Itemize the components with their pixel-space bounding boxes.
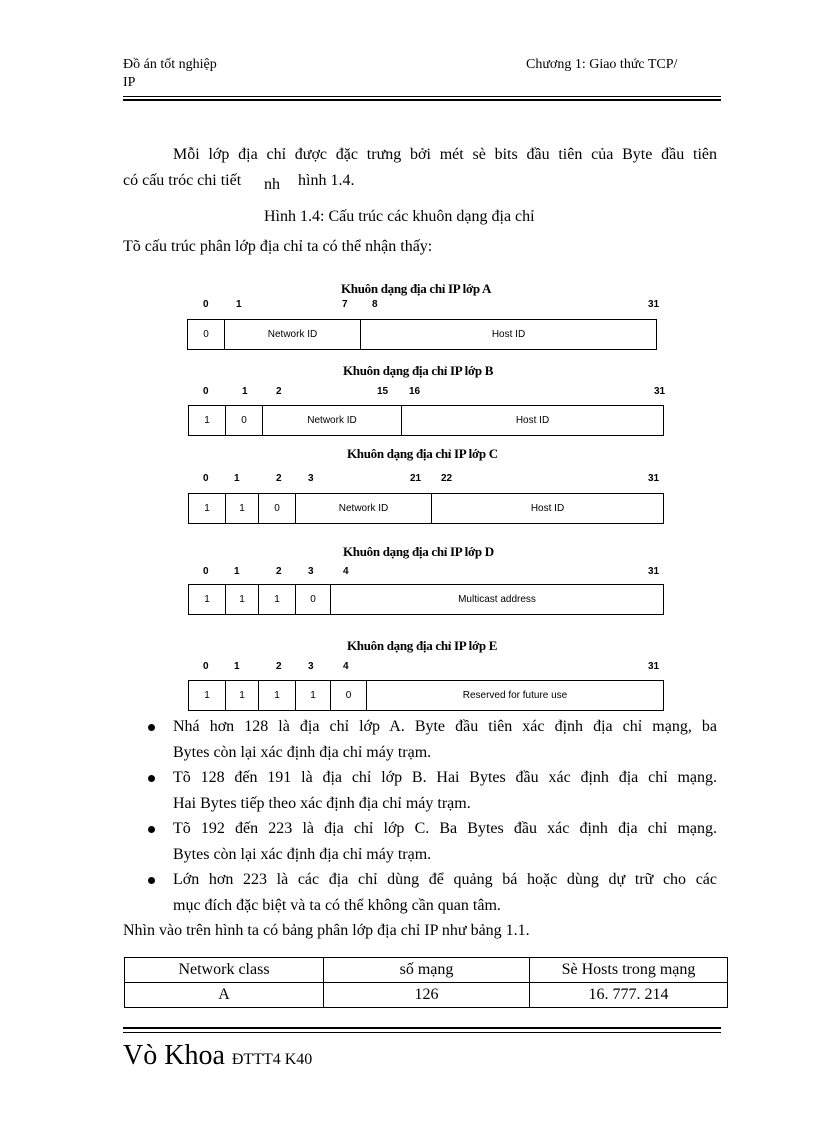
format-b-field: Network ID bbox=[263, 406, 402, 435]
bullet-1-line-1: Nhá hơn 128 là địa chỉ lớp A. Byte đầu tiên xác định địa chỉ mạng, ba bbox=[173, 718, 717, 735]
format-c-bit: 2 bbox=[276, 473, 282, 484]
format-b-bit: 1 bbox=[242, 386, 248, 397]
intro-line-2c: hình 1.4. bbox=[298, 172, 355, 189]
format-c-field: Network ID bbox=[296, 494, 432, 523]
table-header-cell: số mạng bbox=[324, 958, 530, 983]
header-left-line2: IP bbox=[123, 75, 136, 90]
format-a-bit: 7 bbox=[342, 299, 348, 310]
format-d-bit: 2 bbox=[276, 566, 282, 577]
format-a-bit: 31 bbox=[648, 299, 660, 310]
table-cell: A bbox=[125, 983, 324, 1008]
format-b-bit: 16 bbox=[409, 386, 421, 397]
bullet-dot bbox=[148, 775, 155, 782]
format-a-bit: 1 bbox=[236, 299, 242, 310]
format-d-field: 1 bbox=[226, 585, 259, 614]
ip-class-table bbox=[124, 957, 728, 1008]
format-c-bit: 31 bbox=[648, 473, 660, 484]
format-e-field: 1 bbox=[296, 681, 331, 710]
footer-author bbox=[123, 1040, 312, 1072]
format-c-box bbox=[188, 493, 664, 524]
format-c-bit: 22 bbox=[441, 473, 453, 484]
format-e-bit: 3 bbox=[308, 661, 314, 672]
format-a-bit: 0 bbox=[203, 299, 209, 310]
format-e-field: Reserved for future use bbox=[462, 690, 568, 701]
footer-class: ĐTTT4 K40 bbox=[231, 1051, 313, 1068]
format-c-field: 1 bbox=[189, 494, 226, 523]
table-header-cell: Sè Hosts trong mạng bbox=[530, 958, 728, 983]
format-d-field: 1 bbox=[259, 585, 296, 614]
bullet-3-line-2: Bytes còn lại xác định địa chỉ máy trạm. bbox=[173, 846, 432, 863]
format-c-bit: 3 bbox=[308, 473, 314, 484]
format-a-box bbox=[187, 319, 657, 350]
format-e-bit: 2 bbox=[276, 661, 282, 672]
format-c-bit: 1 bbox=[234, 473, 240, 484]
bullet-2-line-1: Tõ 128 đến 191 là địa chỉ lớp B. Hai Bytes đầu xác định địa chỉ mạng. bbox=[173, 769, 717, 786]
format-b-box bbox=[188, 405, 664, 436]
format-b-bit: 2 bbox=[276, 386, 282, 397]
format-d-bit: 1 bbox=[234, 566, 240, 577]
format-b-title: Khuôn dạng địa chỉ IP lớp B bbox=[343, 363, 494, 378]
figure-caption: Hình 1.4: Cấu trúc các khuôn dạng địa chỉ bbox=[264, 208, 535, 225]
intro-line-2b: nh bbox=[264, 176, 280, 193]
format-a-title: Khuôn dạng địa chỉ IP lớp A bbox=[341, 281, 492, 296]
format-a-field: Host ID bbox=[491, 329, 526, 340]
format-d-box bbox=[188, 584, 664, 615]
bullet-dot bbox=[148, 724, 155, 731]
format-b-field: 1 bbox=[189, 406, 226, 435]
format-e-bit: 4 bbox=[343, 661, 349, 672]
format-e-field: 1 bbox=[189, 681, 226, 710]
format-d-field: 1 bbox=[189, 585, 226, 614]
format-e-field: 0 bbox=[331, 681, 367, 710]
footer-rule-bottom bbox=[123, 1032, 721, 1033]
format-e-bit: 0 bbox=[203, 661, 209, 672]
format-b-bit: 15 bbox=[377, 386, 389, 397]
table-cell: 16. 777. 214 bbox=[530, 983, 728, 1008]
format-e-box bbox=[188, 680, 664, 711]
format-b-bit: 0 bbox=[203, 386, 209, 397]
format-e-field: 1 bbox=[226, 681, 259, 710]
header-rule-bottom bbox=[123, 99, 721, 101]
header-right: Chương 1: Giao thức TCP/ bbox=[526, 57, 678, 72]
bullet-4-line-2: mục đích đặc biệt và ta có thể không cần quan tâm. bbox=[173, 897, 501, 914]
format-d-title: Khuôn dạng địa chỉ IP lớp D bbox=[343, 544, 494, 559]
format-d-bit: 3 bbox=[308, 566, 314, 577]
table-cell: 126 bbox=[324, 983, 530, 1008]
bullet-3-line-1: Tõ 192 đến 223 là địa chỉ lớp C. Ba Bytes đầu xác định địa chỉ mạng. bbox=[173, 820, 717, 837]
bullet-1-line-2: Bytes còn lại xác định địa chỉ máy trạm. bbox=[173, 744, 432, 761]
table-header-cell: Network class bbox=[125, 958, 324, 983]
format-c-field: 0 bbox=[259, 494, 296, 523]
bullet-dot bbox=[148, 826, 155, 833]
table-intro: Nhìn vào trên hình ta có bảng phân lớp địa chỉ IP như bảng 1.1. bbox=[123, 922, 530, 939]
header-rule-top bbox=[123, 96, 721, 97]
format-b-bit: 31 bbox=[654, 386, 666, 397]
lead-text: Tõ cấu trúc phân lớp địa chỉ ta có thể nhận thấy: bbox=[123, 238, 433, 255]
format-a-bit: 8 bbox=[372, 299, 378, 310]
format-c-field: Host ID bbox=[530, 503, 565, 514]
format-a-field: 0 bbox=[188, 320, 225, 349]
format-b-field: Host ID bbox=[515, 415, 550, 426]
format-d-field: Multicast address bbox=[458, 594, 536, 605]
format-c-bit: 0 bbox=[203, 473, 209, 484]
intro-line-1: Mỗi lớp địa chỉ được đặc trưng bởi mét sè bits đầu tiên của Byte đầu tiên bbox=[173, 146, 717, 163]
bullet-4-line-1: Lớn hơn 223 là các địa chỉ dùng để quảng bá hoặc dùng dự trữ cho các bbox=[173, 871, 717, 888]
format-e-field: 1 bbox=[259, 681, 296, 710]
format-e-title: Khuôn dạng địa chỉ IP lớp E bbox=[347, 638, 498, 653]
format-c-field: 1 bbox=[226, 494, 259, 523]
bullet-2-line-2: Hai Bytes tiếp theo xác định địa chỉ máy trạm. bbox=[173, 795, 471, 812]
format-d-field: 0 bbox=[296, 585, 331, 614]
format-d-bit: 31 bbox=[648, 566, 660, 577]
format-e-bit: 1 bbox=[234, 661, 240, 672]
format-d-bit: 0 bbox=[203, 566, 209, 577]
footer-name: Vò Khoa bbox=[123, 1040, 225, 1071]
bullet-dot bbox=[148, 877, 155, 884]
format-c-title: Khuôn dạng địa chỉ IP lớp C bbox=[347, 446, 498, 461]
format-e-bit: 31 bbox=[648, 661, 660, 672]
table-header-row bbox=[125, 958, 728, 983]
format-b-field: 0 bbox=[226, 406, 263, 435]
intro-line-2a: có cấu tróc chi tiết bbox=[123, 172, 242, 189]
header-left-line1: Đồ án tốt nghiệp bbox=[123, 57, 217, 72]
footer-rule-top bbox=[123, 1027, 721, 1029]
format-d-bit: 4 bbox=[343, 566, 349, 577]
format-a-field: Network ID bbox=[225, 320, 361, 349]
format-c-bit: 21 bbox=[410, 473, 422, 484]
table-row bbox=[125, 983, 728, 1008]
